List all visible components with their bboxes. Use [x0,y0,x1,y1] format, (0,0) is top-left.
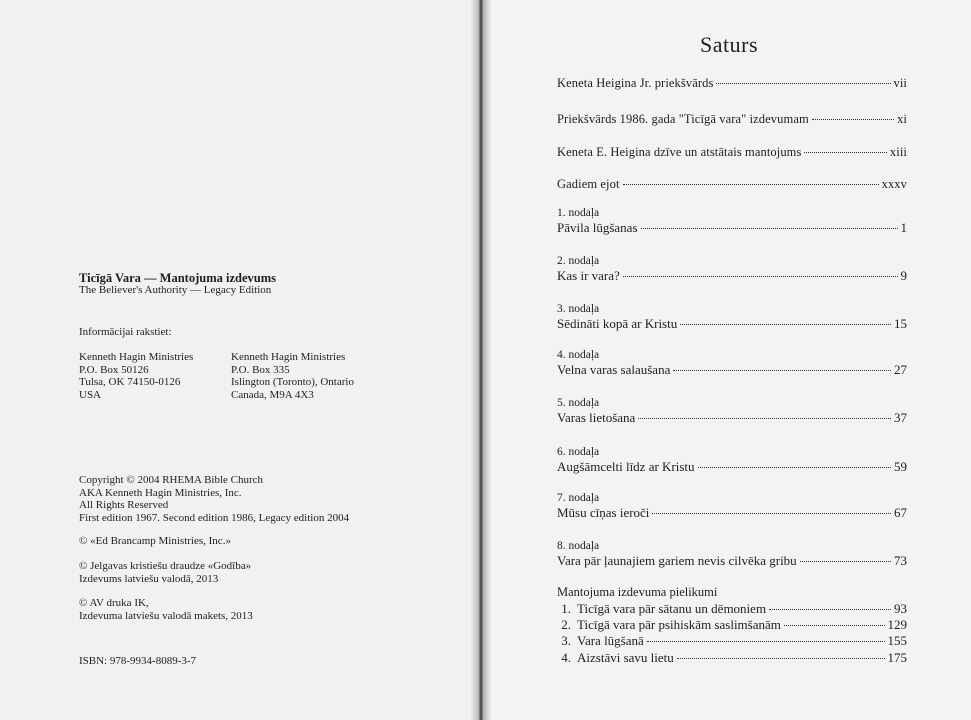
chapter-label: 6. nodaļa [557,446,600,458]
dot-leader [698,467,891,468]
address-line: Islington (Toronto), Ontario [231,376,354,388]
address-line: Canada, M9A 4X3 [231,388,314,401]
dot-leader [673,370,891,371]
chapter-entry [557,362,907,378]
toc-entry-title: Gadiem ejot [557,177,620,191]
dot-leader [677,658,885,659]
toc-entry [557,145,907,160]
toc-entry [557,76,907,91]
book-subtitle: The Believer's Authority — Legacy Edition [79,284,272,296]
info-label: Informācijai rakstiet: [79,326,172,338]
copyright-line: Copyright © 2004 RHEMA Bible Church [79,474,264,486]
dot-leader [784,625,885,626]
chapter-label: 3. nodaļa [557,303,600,315]
toc-entry-page: xxxv [881,177,907,191]
dot-leader [652,513,891,514]
toc-entry-page: xi [897,112,907,126]
godiba-line: © Jelgavas kristiešu draudze «Godība» [79,560,252,572]
copyright-line: AKA Kenneth Hagin Ministries, Inc. [79,486,242,499]
brancamp-notice [79,535,231,548]
chapter-label: 4. nodaļa [557,349,600,361]
address-line: USA [79,388,102,401]
chapter-page: 9 [900,268,907,283]
appendix-entry-title [557,601,766,617]
toc-entry-page: xiii [889,145,907,159]
toc-entry-title: Keneta Heigina Jr. priekšvārds [557,76,714,90]
address-line: Kenneth Hagin Ministries [231,351,346,363]
dot-leader [641,228,898,229]
chapter-title: Mūsu cīņas ieroči [557,505,650,520]
appendix-title: Mantojuma izdevuma pielikumi [557,585,718,599]
address-line: Tulsa, OK 74150-0126 [79,376,181,388]
chapter-title: Augšāmcelti līdz ar Kristu [557,459,695,474]
appendix-title-text: Aizstāvi savu lietu [577,650,674,665]
dot-leader [800,561,891,562]
appendix-entry [557,617,907,633]
toc-entry [557,112,907,127]
chapter-title: Velna varas salaušana [557,362,671,377]
dot-leader [623,184,879,185]
isbn: ISBN: 978-9934-8089-3-7 [79,655,197,667]
chapter-label: 2. nodaļa [557,255,600,267]
chapter-entry [557,505,907,521]
address-line: Kenneth Hagin Ministries [79,351,194,363]
appendix-page: 175 [887,650,907,665]
appendix-entry [557,601,907,617]
appendix-number: 4. [561,650,571,665]
dot-leader [812,119,894,120]
chapter-title: Sēdināti kopā ar Kristu [557,316,678,331]
chapter-page: 15 [894,316,907,331]
chapter-page: 59 [894,459,907,474]
dot-leader [804,152,886,153]
dot-leader [647,641,885,642]
appendix-entry-title [557,650,674,666]
chapter-title: Vara pār ļaunajiem gariem nevis cilvēka gribu [557,553,797,568]
appendix-page: 129 [887,617,907,632]
dot-leader [623,276,898,277]
appendix-number: 1. [561,601,571,616]
avdruka-line: © AV druka IK, [79,597,149,609]
toc-heading: Saturs [700,32,758,57]
chapter-entry [557,316,907,332]
appendix-page: 93 [894,601,907,616]
dot-leader [638,418,891,419]
copyright-line: First edition 1967. Second edition 1986, Legacy edition 2004 [79,511,350,524]
dot-leader [680,324,891,325]
toc-entry-title: Priekšvārds 1986. gada "Ticīgā vara" izdevumam [557,112,809,126]
appendix-page: 155 [887,633,907,648]
chapter-label: 7. nodaļa [557,492,600,504]
copyright-block [79,474,349,524]
dot-leader [769,609,891,610]
chapter-page: 37 [894,410,907,425]
chapter-entry [557,410,907,426]
address-line: P.O. Box 50126 [79,363,149,376]
left-page [0,0,478,720]
chapter-page: 27 [894,362,907,377]
chapter-label: 1. nodaļa [557,207,600,219]
address-usa [79,351,193,401]
appendix-entry-title [557,617,781,633]
brancamp-line: © «Ed Brancamp Ministries, Inc.» [79,535,231,547]
book-gutter [470,0,492,720]
chapter-title: Varas lietošana [557,410,636,425]
address-line: P.O. Box 335 [231,363,290,376]
chapter-page: 1 [900,220,907,235]
toc-entry [557,177,907,192]
appendix-entry [557,633,907,649]
appendix-entry-title [557,633,644,649]
book-title: Ticīgā Vara — Mantojuma izdevums [79,271,276,285]
chapter-title: Kas ir vara? [557,268,620,283]
godiba-notice [79,560,251,585]
appendix-number: 2. [561,617,571,632]
chapter-label: 5. nodaļa [557,397,600,409]
chapter-page: 73 [894,553,907,568]
appendix-title-text: Ticīgā vara pār sātanu un dēmoniem [577,601,767,616]
toc-entry-title: Keneta E. Heigina dzīve un atstātais mantojums [557,145,802,159]
copyright-line: All Rights Reserved [79,499,169,511]
godiba-line: Izdevums latviešu valodā, 2013 [79,572,219,585]
appendix-number: 3. [561,633,571,648]
appendix-title-text: Vara lūgšanā [577,633,644,648]
chapter-label: 8. nodaļa [557,540,600,552]
appendix-title-text: Ticīgā vara pār psihiskām saslimšanām [577,617,781,632]
address-canada [231,351,354,401]
toc-entry-page: vii [893,76,907,90]
chapter-title: Pāvila lūgšanas [557,220,638,235]
avdruka-notice [79,597,253,622]
chapter-entry [557,459,907,475]
chapter-entry [557,268,907,284]
chapter-entry [557,220,907,236]
chapter-entry [557,553,907,569]
dot-leader [716,83,890,84]
avdruka-line: Izdevuma latviešu valodā makets, 2013 [79,609,253,622]
chapter-page: 67 [894,505,907,520]
appendix-entry [557,650,907,666]
